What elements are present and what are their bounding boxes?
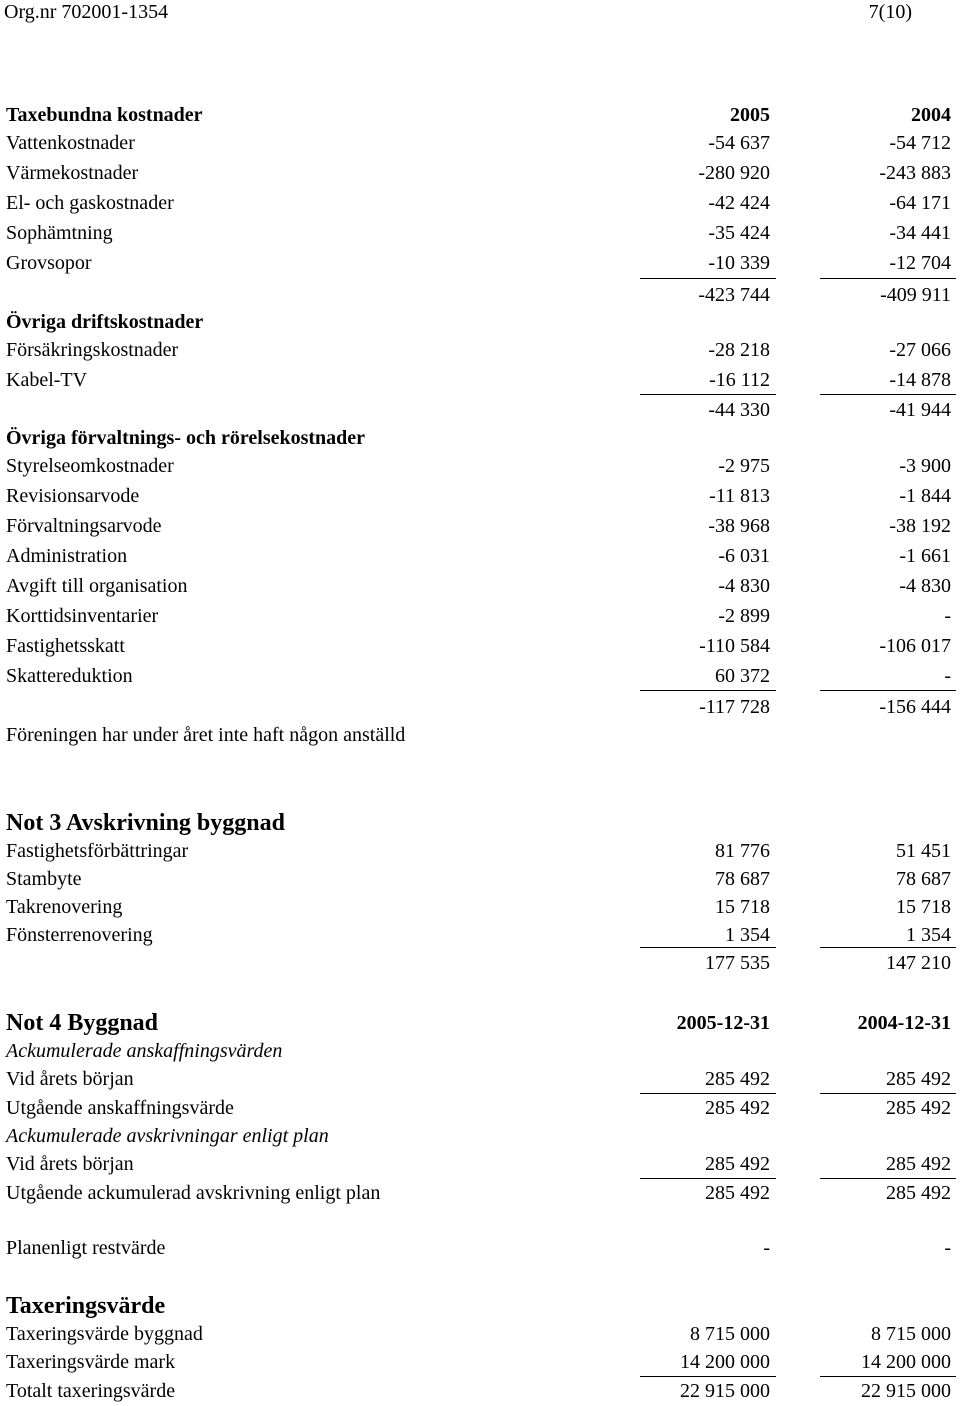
table-row	[0, 159, 960, 187]
total-2005: -423 744	[698, 284, 770, 306]
subsection-title	[0, 1122, 960, 1150]
total-2004: -409 911	[880, 284, 951, 306]
value-2005: -42 424	[708, 192, 770, 214]
value-2004: -1 844	[899, 485, 951, 507]
table-row	[0, 1234, 960, 1262]
table-row	[0, 542, 960, 570]
row-label: Förvaltningsarvode	[6, 515, 162, 537]
table-row	[0, 1348, 960, 1376]
value-2005: 15 718	[715, 896, 770, 918]
table-row	[0, 512, 960, 540]
table-row	[0, 837, 960, 865]
table-row	[0, 1320, 960, 1348]
column-header-2004-12-31: 2004-12-31	[857, 1012, 951, 1034]
value-2004: -1 661	[899, 545, 951, 567]
table-row	[0, 1377, 960, 1405]
value-2005: -54 637	[708, 132, 770, 154]
row-label: Vattenkostnader	[6, 132, 135, 154]
section-title: Taxebundna kostnader	[6, 104, 203, 126]
row-label: Administration	[6, 545, 128, 567]
row-label: Planenligt restvärde	[6, 1237, 166, 1259]
section-header-ovriga-forvaltning	[0, 424, 960, 452]
row-label: Taxeringsvärde mark	[6, 1351, 176, 1373]
value-2004: -4 830	[899, 575, 951, 597]
value-2005: 60 372	[715, 665, 770, 687]
row-label: Styrelseomkostnader	[6, 455, 174, 477]
table-row	[0, 893, 960, 921]
total-row	[0, 949, 960, 977]
total-row	[0, 693, 960, 721]
value-2004: -27 066	[889, 339, 951, 361]
value-2004: -12 704	[889, 252, 951, 274]
row-label: Värmekostnader	[6, 162, 139, 184]
total-2005: -117 728	[699, 696, 770, 718]
row-label: Sophämtning	[6, 222, 113, 244]
table-row	[0, 336, 960, 364]
value-2005: 285 492	[705, 1182, 770, 1204]
table-row	[0, 219, 960, 247]
row-label: Taxeringsvärde byggnad	[6, 1323, 203, 1345]
value-2004: -14 878	[889, 369, 951, 391]
value-2004: -106 017	[879, 635, 951, 657]
row-label: Vid årets början	[6, 1068, 134, 1090]
subsection-label: Ackumulerade avskrivningar enligt plan	[6, 1125, 329, 1147]
value-2005: -2 899	[718, 605, 770, 627]
value-2004: 285 492	[886, 1153, 951, 1175]
value-2004: 51 451	[896, 840, 951, 862]
total-2004: -41 944	[889, 399, 951, 421]
table-row	[0, 1065, 960, 1093]
table-row	[0, 189, 960, 217]
value-2004: -243 883	[879, 162, 951, 184]
value-2005: -10 339	[708, 252, 770, 274]
sum-rule	[820, 947, 956, 948]
table-row	[0, 572, 960, 600]
table-row	[0, 1150, 960, 1178]
row-label: Stambyte	[6, 868, 82, 890]
column-header-2005-12-31: 2005-12-31	[676, 1012, 770, 1034]
subsection-title	[0, 1037, 960, 1065]
section-title: Not 4 Byggnad	[6, 1010, 159, 1036]
table-row	[0, 1179, 960, 1207]
value-2004: -64 171	[889, 192, 951, 214]
value-2005: 81 776	[715, 840, 770, 862]
value-2005: -280 920	[698, 162, 770, 184]
row-label: Grovsopor	[6, 252, 92, 274]
sum-rule	[640, 690, 776, 691]
value-2005: -28 218	[708, 339, 770, 361]
value-2004: 14 200 000	[861, 1351, 951, 1373]
value-2005: -11 813	[709, 485, 770, 507]
value-2004: -34 441	[889, 222, 951, 244]
section-header-ovriga-drift	[0, 308, 960, 336]
section-header-taxebundna	[0, 101, 960, 129]
row-label: Avgift till organisation	[6, 575, 188, 597]
page-number: 7(10)	[868, 1, 912, 23]
note-text: Föreningen har under året inte haft någon anställd	[6, 724, 406, 746]
org-number: Org.nr 702001-1354	[4, 1, 169, 23]
sum-rule	[820, 278, 956, 279]
sum-rule	[820, 690, 956, 691]
table-row	[0, 632, 960, 660]
value-2004: -3 900	[899, 455, 951, 477]
table-row	[0, 662, 960, 690]
value-2004: 285 492	[886, 1097, 951, 1119]
section-header-not3	[0, 807, 960, 839]
section-header-taxering	[0, 1290, 960, 1322]
total-2004: -156 444	[879, 696, 951, 718]
sum-rule	[820, 394, 956, 395]
value-2005: 14 200 000	[680, 1351, 770, 1373]
row-label: Utgående anskaffningsvärde	[6, 1097, 234, 1119]
value-2005: -110 584	[699, 635, 770, 657]
row-label: Revisionsarvode	[6, 485, 140, 507]
section-title: Taxeringsvärde	[6, 1293, 166, 1319]
table-row	[0, 921, 960, 949]
value-2004: 285 492	[886, 1068, 951, 1090]
value-2005: -2 975	[718, 455, 770, 477]
row-label: Korttidsinventarier	[6, 605, 159, 627]
row-label: Totalt taxeringsvärde	[6, 1380, 176, 1402]
table-row	[0, 249, 960, 277]
value-2005: -38 968	[708, 515, 770, 537]
table-row	[0, 366, 960, 394]
value-2004: 15 718	[896, 896, 951, 918]
value-2004: 22 915 000	[861, 1380, 951, 1402]
total-row	[0, 281, 960, 309]
value-2005: -4 830	[718, 575, 770, 597]
table-row	[0, 865, 960, 893]
value-2004: -54 712	[889, 132, 951, 154]
sum-rule	[640, 394, 776, 395]
value-2004: 1 354	[906, 924, 951, 946]
row-label: Fastighetsskatt	[6, 635, 125, 657]
value-2005: -16 112	[709, 369, 770, 391]
column-header-2004: 2004	[911, 104, 951, 126]
section-title: Övriga förvaltnings- och rörelsekostnader	[6, 427, 366, 449]
section-title: Not 3 Avskrivning byggnad	[6, 810, 285, 836]
value-2005: 285 492	[705, 1153, 770, 1175]
value-2005: 22 915 000	[680, 1380, 770, 1402]
employee-note	[0, 721, 960, 749]
value-2004: 78 687	[896, 868, 951, 890]
row-label: Takrenovering	[6, 896, 123, 918]
row-label: Försäkringskostnader	[6, 339, 179, 361]
value-2005: 8 715 000	[690, 1323, 770, 1345]
column-header-2005: 2005	[730, 104, 770, 126]
row-label: Kabel-TV	[6, 369, 88, 391]
value-2004: -	[944, 665, 951, 687]
value-2004: -	[944, 1237, 951, 1259]
value-2004: -38 192	[889, 515, 951, 537]
section-title: Övriga driftskostnader	[6, 311, 204, 333]
row-label: Fönsterrenovering	[6, 924, 153, 946]
total-2004: 147 210	[886, 952, 951, 974]
total-row	[0, 396, 960, 424]
value-2005: 285 492	[705, 1068, 770, 1090]
value-2004: 285 492	[886, 1182, 951, 1204]
row-label: Utgående ackumulerad avskrivning enligt plan	[6, 1182, 381, 1204]
table-row	[0, 452, 960, 480]
table-row	[0, 602, 960, 630]
value-2005: 1 354	[725, 924, 770, 946]
value-2005: -6 031	[718, 545, 770, 567]
value-2005: -	[763, 1237, 770, 1259]
table-row	[0, 482, 960, 510]
value-2004: -	[944, 605, 951, 627]
value-2004: 8 715 000	[871, 1323, 951, 1345]
total-2005: -44 330	[708, 399, 770, 421]
sum-rule	[640, 278, 776, 279]
section-header-not4	[0, 1007, 960, 1039]
value-2005: 285 492	[705, 1097, 770, 1119]
value-2005: -35 424	[708, 222, 770, 244]
row-label: Skattereduktion	[6, 665, 133, 687]
value-2005: 78 687	[715, 868, 770, 890]
row-label: Vid årets början	[6, 1153, 134, 1175]
row-label: Fastighetsförbättringar	[6, 840, 189, 862]
total-2005: 177 535	[705, 952, 770, 974]
subsection-label: Ackumulerade anskaffningsvärden	[6, 1040, 283, 1062]
row-label: El- och gaskostnader	[6, 192, 174, 214]
sum-rule	[640, 947, 776, 948]
table-row	[0, 1094, 960, 1122]
table-row	[0, 129, 960, 157]
